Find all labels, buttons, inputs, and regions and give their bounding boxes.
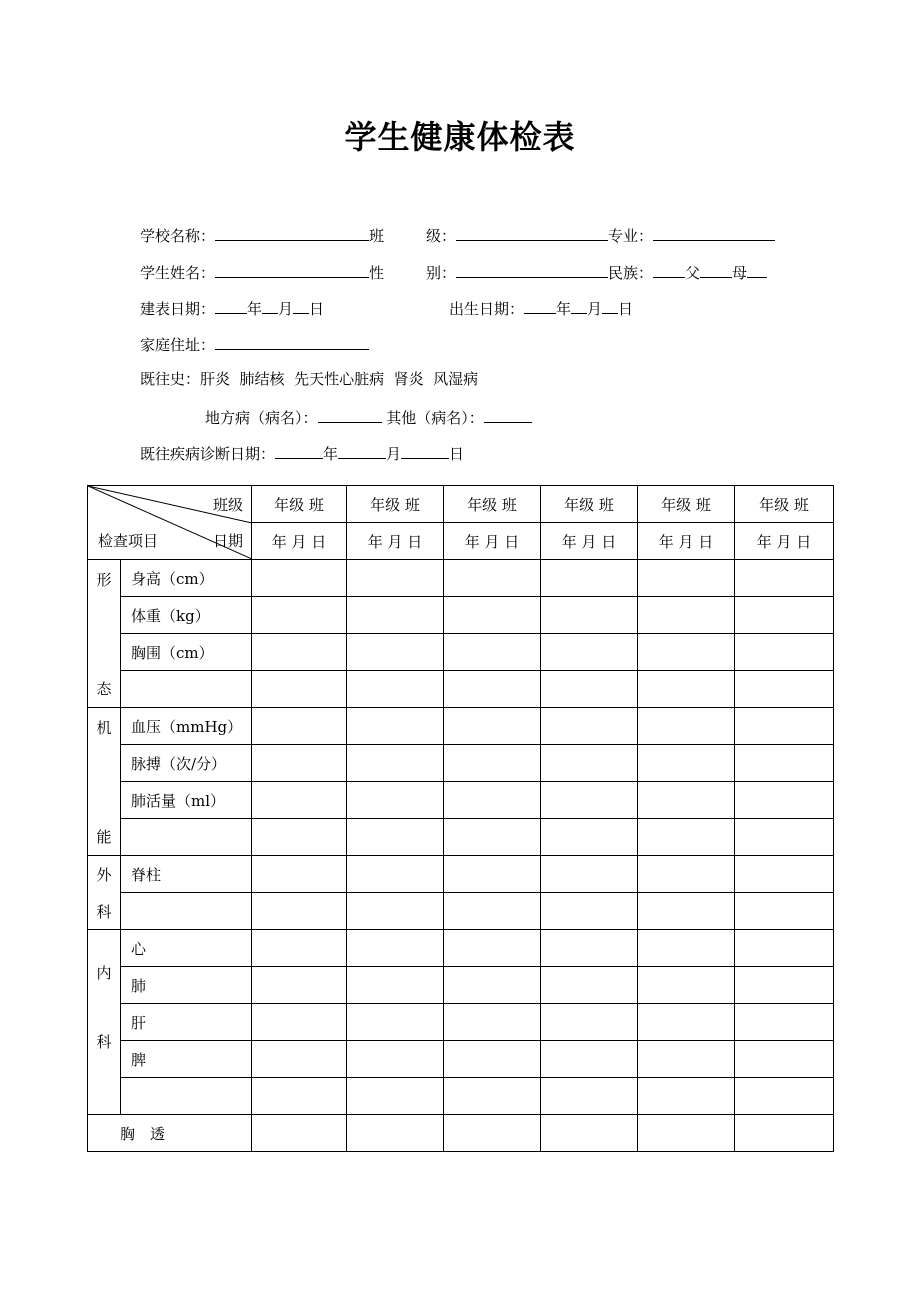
data-cell[interactable] [252, 1078, 347, 1115]
data-cell[interactable] [252, 1004, 347, 1041]
data-cell[interactable] [735, 671, 834, 708]
data-cell[interactable] [444, 1041, 541, 1078]
class-field[interactable] [456, 224, 608, 241]
info-row-birth [449, 277, 633, 319]
class-header-5: 年级 班 [638, 486, 735, 523]
data-cell[interactable] [252, 967, 347, 1004]
diagnosis-label: 既往疾病诊断日期： [140, 445, 276, 463]
history-label: 既往史： [140, 370, 201, 388]
class-header-2: 年级 班 [347, 486, 444, 523]
gender-field[interactable] [456, 261, 608, 278]
date-header-1: 年 月 日 [252, 523, 347, 560]
birth-year-field[interactable] [524, 297, 556, 314]
table-row [88, 560, 834, 597]
major-field[interactable] [653, 224, 775, 241]
data-cell[interactable] [347, 782, 444, 819]
item-label[interactable] [121, 893, 252, 930]
data-cell[interactable] [638, 1078, 735, 1115]
data-cell[interactable] [638, 1115, 735, 1152]
item-label: 身高（cm） [121, 560, 252, 597]
table-row [88, 634, 834, 671]
data-cell[interactable] [252, 560, 347, 597]
data-cell[interactable] [638, 1041, 735, 1078]
table-row [88, 1115, 834, 1152]
item-label: 脊柱 [121, 856, 252, 893]
school-field[interactable] [215, 224, 369, 241]
item-label[interactable] [121, 671, 252, 708]
info-row-school [140, 204, 384, 246]
data-cell[interactable] [252, 597, 347, 634]
table-row [88, 819, 834, 856]
data-cell[interactable] [541, 1078, 638, 1115]
section-internal-medicine: 内 科 [88, 930, 121, 1115]
table-row [88, 967, 834, 1004]
gender-label-prefix: 性 [369, 264, 385, 282]
data-cell[interactable] [347, 671, 444, 708]
data-cell[interactable] [347, 1078, 444, 1115]
table-row [88, 708, 834, 745]
table-row [88, 856, 834, 893]
data-cell[interactable] [444, 560, 541, 597]
data-cell[interactable] [541, 930, 638, 967]
other-field[interactable] [484, 406, 532, 423]
data-cell[interactable] [347, 597, 444, 634]
data-cell[interactable] [252, 634, 347, 671]
history-items: 肝炎 肺结核 先天性心脏病 肾炎 风湿病 [200, 370, 479, 388]
item-label: 肺活量（ml） [121, 782, 252, 819]
item-label: 体重（kg） [121, 597, 252, 634]
data-cell[interactable] [735, 1041, 834, 1078]
table-row [88, 930, 834, 967]
birth-year-label: 年 [556, 300, 572, 318]
data-cell[interactable] [444, 893, 541, 930]
data-cell[interactable] [347, 708, 444, 745]
data-cell[interactable] [638, 819, 735, 856]
data-cell[interactable] [444, 967, 541, 1004]
data-cell[interactable] [347, 819, 444, 856]
data-cell[interactable] [638, 1004, 735, 1041]
item-label[interactable] [121, 819, 252, 856]
section-function: 机 能 [88, 708, 121, 856]
item-label: 脉搏（次/分） [121, 745, 252, 782]
section-surgery: 外 科 [88, 856, 121, 930]
ethnicity-label: 民族： [608, 264, 654, 282]
date-header-6: 年 月 日 [735, 523, 834, 560]
table-row [88, 745, 834, 782]
health-exam-table [87, 485, 834, 1152]
class-label-suffix: 级： [426, 227, 457, 245]
data-cell[interactable] [252, 745, 347, 782]
item-label: 血压（mmHg） [121, 708, 252, 745]
data-cell[interactable] [444, 782, 541, 819]
data-cell[interactable] [347, 745, 444, 782]
data-cell[interactable] [541, 893, 638, 930]
data-cell[interactable] [735, 597, 834, 634]
data-cell[interactable] [444, 745, 541, 782]
data-cell[interactable] [347, 967, 444, 1004]
table-row [88, 1078, 834, 1115]
page-title: 学生健康体检表 [344, 118, 576, 156]
date-header-2: 年 月 日 [347, 523, 444, 560]
data-cell[interactable] [347, 1004, 444, 1041]
table-row [88, 782, 834, 819]
data-cell[interactable] [252, 856, 347, 893]
table-row [88, 597, 834, 634]
table-row [88, 1041, 834, 1078]
data-cell[interactable] [735, 782, 834, 819]
data-cell[interactable] [735, 560, 834, 597]
father-label: 父 [685, 264, 701, 282]
school-label: 学校名称： [140, 227, 216, 245]
data-cell[interactable] [735, 930, 834, 967]
data-cell[interactable] [638, 708, 735, 745]
data-cell[interactable] [347, 634, 444, 671]
corner-header-cell [88, 486, 252, 560]
created-year-label: 年 [247, 300, 263, 318]
data-cell[interactable] [252, 1115, 347, 1152]
data-cell[interactable] [735, 819, 834, 856]
class-label-prefix: 班 [369, 227, 385, 245]
date-header-3: 年 月 日 [444, 523, 541, 560]
data-cell[interactable] [638, 745, 735, 782]
data-cell[interactable] [252, 708, 347, 745]
data-cell[interactable] [735, 708, 834, 745]
item-label[interactable] [121, 1078, 252, 1115]
diagnosis-year-field[interactable] [275, 442, 323, 459]
item-label: 心 [121, 930, 252, 967]
data-cell[interactable] [735, 1078, 834, 1115]
data-cell[interactable] [444, 1004, 541, 1041]
created-day-field[interactable] [293, 297, 309, 314]
data-cell[interactable] [541, 671, 638, 708]
data-cell[interactable] [735, 893, 834, 930]
class-header-3: 年级 班 [444, 486, 541, 523]
item-label: 胸围（cm） [121, 634, 252, 671]
table-row [88, 1004, 834, 1041]
data-cell[interactable] [347, 856, 444, 893]
data-cell[interactable] [252, 782, 347, 819]
birth-month-label: 月 [587, 300, 603, 318]
data-cell[interactable] [638, 634, 735, 671]
data-cell[interactable] [444, 819, 541, 856]
diagnosis-month-label: 月 [386, 445, 402, 463]
data-cell[interactable] [735, 967, 834, 1004]
data-cell[interactable] [541, 560, 638, 597]
table-row [88, 671, 834, 708]
mother-label: 母 [732, 264, 748, 282]
data-cell[interactable] [347, 560, 444, 597]
gender-label-suffix: 别： [426, 264, 457, 282]
birth-day-label: 日 [618, 300, 634, 318]
data-cell[interactable] [347, 1115, 444, 1152]
address-label: 家庭住址： [140, 336, 216, 354]
info-row-diagnosis [140, 422, 464, 464]
diagnosis-year-label: 年 [323, 445, 339, 463]
data-cell[interactable] [541, 856, 638, 893]
local-disease-label: 地方病（病名）： [205, 409, 318, 427]
created-month-field[interactable] [262, 297, 278, 314]
data-cell[interactable] [444, 671, 541, 708]
mother-field-b[interactable] [747, 261, 767, 278]
data-cell[interactable] [541, 634, 638, 671]
data-cell[interactable] [735, 856, 834, 893]
data-cell[interactable] [735, 1115, 834, 1152]
class-header-6: 年级 班 [735, 486, 834, 523]
data-cell[interactable] [638, 930, 735, 967]
table-row [88, 893, 834, 930]
mother-field-a[interactable] [700, 261, 732, 278]
data-cell[interactable] [444, 597, 541, 634]
item-label: 肝 [121, 1004, 252, 1041]
data-cell[interactable] [638, 782, 735, 819]
header-row-class [88, 486, 834, 523]
data-cell[interactable] [638, 856, 735, 893]
data-cell[interactable] [347, 930, 444, 967]
data-cell[interactable] [541, 745, 638, 782]
created-year-field[interactable] [215, 297, 247, 314]
data-cell[interactable] [541, 708, 638, 745]
data-cell[interactable] [252, 819, 347, 856]
data-cell[interactable] [444, 1078, 541, 1115]
item-label: 肺 [121, 967, 252, 1004]
birth-label: 出生日期： [449, 300, 525, 318]
data-cell[interactable] [444, 930, 541, 967]
data-cell[interactable] [252, 671, 347, 708]
data-cell[interactable] [638, 671, 735, 708]
created-day-label: 日 [309, 300, 325, 318]
data-cell[interactable] [252, 1041, 347, 1078]
section-morphology: 形 态 [88, 560, 121, 708]
created-label: 建表日期： [140, 300, 216, 318]
date-header-5: 年 月 日 [638, 523, 735, 560]
data-cell[interactable] [347, 893, 444, 930]
data-cell[interactable] [444, 634, 541, 671]
data-cell[interactable] [541, 967, 638, 1004]
birth-month-field[interactable] [571, 297, 587, 314]
data-cell[interactable] [252, 893, 347, 930]
address-field[interactable] [215, 333, 369, 350]
corner-class-label: 班级 [212, 496, 243, 514]
data-cell[interactable] [541, 1041, 638, 1078]
class-header-1: 年级 班 [252, 486, 347, 523]
data-cell[interactable] [541, 782, 638, 819]
student-field[interactable] [215, 261, 369, 278]
created-month-label: 月 [278, 300, 294, 318]
info-row-class [426, 204, 775, 246]
data-cell[interactable] [638, 560, 735, 597]
data-cell[interactable] [541, 819, 638, 856]
data-cell[interactable] [638, 893, 735, 930]
data-cell[interactable] [347, 1041, 444, 1078]
info-row-history [140, 349, 478, 389]
local-disease-field[interactable] [318, 406, 382, 423]
data-cell[interactable] [541, 597, 638, 634]
data-cell[interactable] [735, 634, 834, 671]
data-cell[interactable] [444, 708, 541, 745]
data-cell[interactable] [735, 745, 834, 782]
data-cell[interactable] [252, 930, 347, 967]
data-cell[interactable] [735, 1004, 834, 1041]
data-cell[interactable] [638, 597, 735, 634]
item-label: 脾 [121, 1041, 252, 1078]
student-label: 学生姓名： [140, 264, 216, 282]
data-cell[interactable] [638, 967, 735, 1004]
data-cell[interactable] [541, 1004, 638, 1041]
other-label: 其他（病名）： [386, 409, 484, 427]
corner-date-label: 日期 [212, 532, 243, 550]
major-label: 专业： [608, 227, 654, 245]
xray-label: 胸 透 [88, 1115, 252, 1152]
corner-item-label: 检查项目 [98, 532, 159, 550]
diagnosis-day-field[interactable] [401, 442, 449, 459]
data-cell[interactable] [444, 856, 541, 893]
date-header-4: 年 月 日 [541, 523, 638, 560]
birth-day-field[interactable] [602, 297, 618, 314]
diagnosis-day-label: 日 [449, 445, 465, 463]
data-cell[interactable] [444, 1115, 541, 1152]
diagnosis-month-field[interactable] [338, 442, 386, 459]
data-cell[interactable] [541, 1115, 638, 1152]
father-field[interactable] [653, 261, 685, 278]
class-header-4: 年级 班 [541, 486, 638, 523]
